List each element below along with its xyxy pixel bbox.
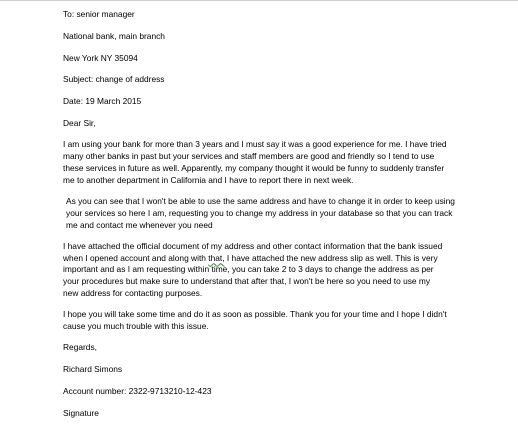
paragraph-3 <box>63 241 515 300</box>
closing: Regards, <box>63 342 97 353</box>
branch-line: National bank, main branch <box>63 30 165 41</box>
paragraph-2 <box>63 196 515 231</box>
paragraph-1-line: me to another department in California and I have to report there in next week. <box>63 174 354 185</box>
signature-label: Signature <box>63 407 99 418</box>
paragraph-4-line: I hope you will take some time and do it as soon as possible. Thank you for your time and I hope I didn't <box>63 309 447 320</box>
paragraph-3-line: your procedures but make sure to understand that after that, I won't be here so you need to use my <box>63 276 431 287</box>
paragraph-1 <box>63 139 515 186</box>
paragraph-3-text: I have attached the new address slip as well. This is very <box>224 252 438 263</box>
paragraph-4 <box>63 309 515 333</box>
paragraph-3-line <box>63 253 515 265</box>
paragraph-4-line: cause you much trouble with this issue. <box>63 321 209 332</box>
account-number: Account number: 2322-9713210-12-423 <box>63 386 212 397</box>
paragraph-2-line: your services so here I am, requesting you to change my address in your database so that you can track <box>66 207 453 218</box>
recipient-line: To: senior manager <box>63 9 135 19</box>
grammar-marked-word[interactable]: that, <box>208 252 225 263</box>
paragraph-3-text: when I opened account and along with <box>63 252 209 263</box>
paragraph-3-line: new address for contacting purposes. <box>63 288 203 299</box>
letter-body <box>63 9 515 420</box>
paragraph-3-line: I have attached the official document of my address and other contact information that the bank issued <box>63 240 443 251</box>
paragraph-1-line: many other banks in past but your services and staff members are good and friendly so I tend to use <box>63 151 435 162</box>
paragraph-3-line: important and as I am requesting within time, you can take 2 to 3 days to change the address as per <box>63 264 434 275</box>
city-line: New York NY 35094 <box>63 52 138 63</box>
salutation: Dear Sir, <box>63 117 96 128</box>
paragraph-1-line: I am using your bank for more than 3 years and I must say it was a good experience for me. I have tried <box>63 139 447 150</box>
subject-line: Subject: change of address <box>63 74 165 85</box>
date-line: Date: 19 March 2015 <box>63 96 142 107</box>
paragraph-2-line: As you can see that I won't be able to use the same address and have to change it in order to keep using <box>66 195 455 206</box>
paragraph-2-line: me and contact me whenever you need <box>66 219 213 230</box>
sender-name: Richard Simons <box>63 364 123 375</box>
paragraph-1-line: these services in future as well. Apparently, my company thought it would be funny to suddenly transfer <box>63 162 445 173</box>
